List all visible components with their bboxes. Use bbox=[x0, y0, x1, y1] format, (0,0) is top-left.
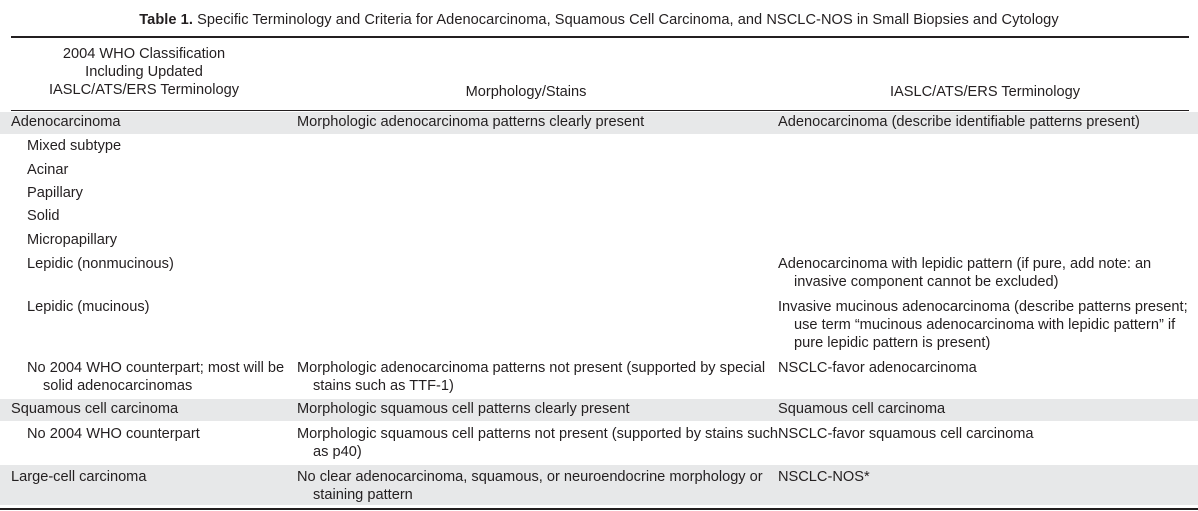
table-cell-classification: Micropapillary bbox=[27, 232, 118, 248]
table-row bbox=[0, 228, 1198, 252]
table-row bbox=[0, 205, 1198, 228]
table-cell-terminology: Squamous cell carcinoma bbox=[778, 401, 946, 417]
table-cell-classification: Mixed subtype bbox=[27, 138, 122, 154]
column-header-line: 2004 WHO Classification bbox=[62, 46, 226, 62]
bottom-rule bbox=[0, 508, 1198, 510]
table-cell-classification: Lepidic (mucinous) bbox=[27, 299, 150, 315]
table-row bbox=[0, 296, 1198, 356]
table-cell-classification: Large-cell carcinoma bbox=[11, 469, 147, 485]
table-row bbox=[0, 421, 1198, 465]
table-cell-terminology: Adenocarcinoma with lepidic pattern (if pure, add note: an invasive component cannot be excluded) bbox=[778, 256, 1152, 290]
table-row bbox=[0, 158, 1198, 181]
table-caption bbox=[0, 12, 1198, 28]
table-cell-morphology: Morphologic squamous cell patterns clearly present bbox=[297, 401, 630, 417]
column-header-line: Including Updated bbox=[85, 64, 203, 80]
table-cell-classification: Lepidic (nonmucinous) bbox=[27, 256, 174, 272]
table-row bbox=[0, 134, 1198, 158]
column-header-who-classification bbox=[24, 45, 264, 99]
table-cell-classification: Acinar bbox=[27, 162, 69, 178]
table-cell-terminology: NSCLC-favor squamous cell carcinoma bbox=[778, 426, 1034, 442]
table-cell-classification: No 2004 WHO counterpart; most will be solid adenocarcinomas bbox=[27, 360, 285, 394]
table-label: Table 1. bbox=[139, 12, 193, 28]
table-row bbox=[0, 465, 1198, 505]
table-cell-classification: Solid bbox=[27, 208, 60, 224]
table-cell-classification: Papillary bbox=[27, 185, 83, 201]
table-cell-morphology: Morphologic squamous cell patterns not present (supported by stains such as p40) bbox=[297, 426, 779, 460]
table-cell-morphology: Morphologic adenocarcinoma patterns clearly present bbox=[297, 114, 645, 130]
column-header-iaslc-terminology: IASLC/ATS/ERS Terminology bbox=[889, 84, 1081, 100]
table-cell-morphology: No clear adenocarcinoma, squamous, or neuroendocrine morphology or staining pattern bbox=[297, 469, 763, 503]
table-title: Specific Terminology and Criteria for Adenocarcinoma, Squamous Cell Carcinoma, and NSCLC-NOS in Small Biopsies and Cytology bbox=[192, 12, 1059, 28]
column-header-line: IASLC/ATS/ERS Terminology bbox=[48, 82, 240, 98]
table-cell-classification: Adenocarcinoma bbox=[11, 114, 121, 130]
table-cell-morphology: Morphologic adenocarcinoma patterns not present (supported by special stains such as TTF-1) bbox=[297, 360, 766, 394]
table-cell-classification: No 2004 WHO counterpart bbox=[27, 426, 200, 442]
table-row bbox=[0, 112, 1198, 134]
table-row bbox=[0, 252, 1198, 296]
table-row bbox=[0, 181, 1198, 205]
column-header-morphology-stains: Morphology/Stains bbox=[465, 84, 587, 100]
table-cell-classification: Squamous cell carcinoma bbox=[11, 401, 179, 417]
table-row bbox=[0, 356, 1198, 399]
header-rule bbox=[11, 110, 1189, 111]
top-rule bbox=[11, 36, 1189, 38]
table-cell-terminology: Adenocarcinoma (describe identifiable patterns present) bbox=[778, 114, 1140, 130]
table-row bbox=[0, 399, 1198, 421]
table-cell-terminology: Invasive mucinous adenocarcinoma (describe patterns present; use term “mucinous adenocarcinoma with lepidic pattern” if pure lepidic pattern is present) bbox=[778, 299, 1188, 351]
table-cell-terminology: NSCLC-favor adenocarcinoma bbox=[778, 360, 977, 376]
table-cell-terminology: NSCLC-NOS* bbox=[778, 469, 870, 485]
